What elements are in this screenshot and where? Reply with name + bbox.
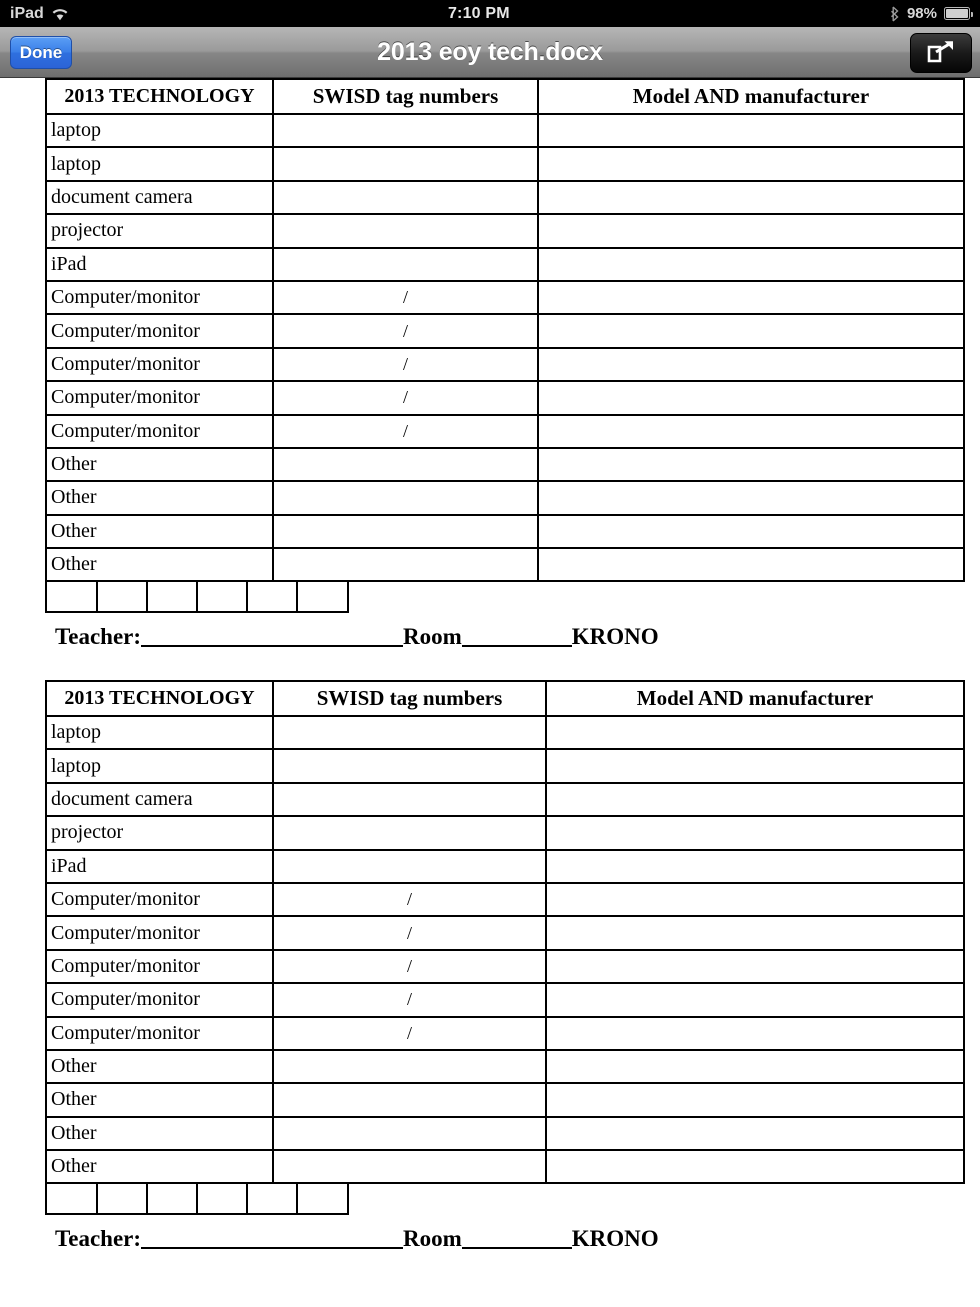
cell-model-manufacturer[interactable]	[546, 1083, 964, 1116]
table-body-2	[46, 716, 964, 1183]
table-row	[46, 1083, 964, 1116]
cell-technology-item: Computer/monitor	[46, 950, 273, 983]
cell-model-manufacturer[interactable]	[538, 481, 964, 514]
teacher-label: Teacher:	[55, 1225, 142, 1251]
cell-tag-number[interactable]	[273, 783, 546, 816]
cell-tag-number[interactable]	[273, 1150, 546, 1183]
table-row	[46, 983, 964, 1016]
cell-technology-item: projector	[46, 816, 273, 849]
cell-technology-item: Computer/monitor	[46, 348, 273, 381]
cell-model-manufacturer[interactable]	[546, 916, 964, 949]
room-blank[interactable]	[462, 1247, 572, 1249]
cell-tag-number[interactable]	[273, 1050, 546, 1083]
done-button[interactable]: Done	[10, 36, 72, 69]
technology-table	[45, 680, 965, 1184]
room-label: Room	[403, 1225, 462, 1251]
cell-model-manufacturer[interactable]	[546, 883, 964, 916]
cell-technology-item: Computer/monitor	[46, 883, 273, 916]
cell-model-manufacturer[interactable]	[546, 1150, 964, 1183]
cell-model-manufacturer[interactable]	[538, 248, 964, 281]
checkbox-cell[interactable]	[147, 1183, 197, 1214]
krono-label: KRONO	[571, 1225, 659, 1251]
cell-tag-number[interactable]	[273, 114, 538, 147]
checkbox-cell[interactable]	[97, 581, 147, 612]
cell-tag-number[interactable]	[273, 214, 538, 247]
cell-tag-number[interactable]	[273, 147, 538, 180]
cell-technology-item: Other	[46, 1117, 273, 1150]
cell-model-manufacturer[interactable]	[538, 281, 964, 314]
cell-tag-number[interactable]	[273, 548, 538, 581]
table-row	[46, 481, 964, 514]
cell-model-manufacturer[interactable]	[546, 783, 964, 816]
cell-tag-number[interactable]: /	[273, 1017, 546, 1050]
cell-tag-number[interactable]	[273, 515, 538, 548]
checkbox-cell[interactable]	[197, 581, 247, 612]
cell-tag-number[interactable]: /	[273, 281, 538, 314]
cell-technology-item: Computer/monitor	[46, 381, 273, 414]
cell-technology-item: Other	[46, 1083, 273, 1116]
cell-tag-number[interactable]	[273, 248, 538, 281]
wifi-icon	[51, 7, 69, 21]
column-header-technology: 2013 TECHNOLOGY	[46, 79, 273, 114]
cell-technology-item: Computer/monitor	[46, 281, 273, 314]
table-row	[46, 1050, 964, 1083]
cell-model-manufacturer[interactable]	[538, 548, 964, 581]
table-row	[46, 214, 964, 247]
cell-technology-item: laptop	[46, 147, 273, 180]
cell-model-manufacturer[interactable]	[538, 448, 964, 481]
cell-tag-number[interactable]	[273, 481, 538, 514]
table-row	[46, 1017, 964, 1050]
table-row	[46, 950, 964, 983]
footer-line-2	[55, 1226, 965, 1252]
cell-tag-number[interactable]	[273, 448, 538, 481]
cell-model-manufacturer[interactable]	[546, 1050, 964, 1083]
table-row	[46, 916, 964, 949]
table-row	[46, 1117, 964, 1150]
column-header-tag-numbers: SWISD tag numbers	[273, 681, 546, 716]
form-block-1	[45, 78, 965, 650]
column-header-model: Model AND manufacturer	[546, 681, 964, 716]
checkbox-cell[interactable]	[297, 1183, 348, 1214]
cell-tag-number[interactable]: /	[273, 381, 538, 414]
checkbox-cell[interactable]	[297, 581, 348, 612]
cell-technology-item: Computer/monitor	[46, 314, 273, 347]
cell-tag-number[interactable]: /	[273, 883, 546, 916]
checkbox-cell[interactable]	[147, 581, 197, 612]
cell-tag-number[interactable]	[273, 1117, 546, 1150]
cell-technology-item: iPad	[46, 248, 273, 281]
cell-technology-item: Other	[46, 1050, 273, 1083]
teacher-label: Teacher:	[55, 623, 142, 649]
cell-model-manufacturer[interactable]	[546, 1017, 964, 1050]
cell-model-manufacturer[interactable]	[546, 950, 964, 983]
table-row	[46, 147, 964, 180]
room-label: Room	[403, 623, 462, 649]
status-bar-clock: 7:10 PM	[447, 4, 510, 22]
status-bar-right	[889, 5, 970, 22]
cell-tag-number[interactable]	[273, 716, 546, 749]
table-row	[46, 281, 964, 314]
cell-technology-item: Other	[46, 548, 273, 581]
cell-tag-number[interactable]: /	[273, 415, 538, 448]
table-row	[46, 850, 964, 883]
cell-model-manufacturer[interactable]	[538, 314, 964, 347]
battery-percent: 98%	[906, 5, 937, 22]
cell-tag-number[interactable]	[273, 850, 546, 883]
table-row	[46, 181, 964, 214]
cell-model-manufacturer[interactable]	[538, 381, 964, 414]
table-row	[46, 783, 964, 816]
status-bar-left	[10, 5, 69, 23]
checkbox-row	[46, 581, 348, 612]
checkbox-cell[interactable]	[46, 1183, 97, 1214]
cell-technology-item: document camera	[46, 181, 273, 214]
table-row	[46, 114, 964, 147]
table-row	[46, 248, 964, 281]
cell-model-manufacturer[interactable]	[546, 716, 964, 749]
cell-tag-number[interactable]	[273, 1083, 546, 1116]
table-row	[46, 716, 964, 749]
teacher-blank[interactable]	[141, 1247, 403, 1249]
cell-technology-item: Computer/monitor	[46, 1017, 273, 1050]
cell-tag-number[interactable]	[273, 816, 546, 849]
checkbox-cell[interactable]	[46, 581, 97, 612]
table-row	[46, 448, 964, 481]
checkbox-row	[46, 1183, 348, 1214]
footer-line-1	[55, 624, 965, 650]
checkbox-strip	[45, 1182, 349, 1215]
table-row	[46, 314, 964, 347]
checkbox-strip	[45, 580, 349, 613]
cell-model-manufacturer[interactable]	[538, 515, 964, 548]
form-block-2	[45, 680, 965, 1252]
cell-model-manufacturer[interactable]	[538, 181, 964, 214]
cell-tag-number[interactable]: /	[273, 950, 546, 983]
checkbox-cell[interactable]	[247, 1183, 297, 1214]
cell-tag-number[interactable]	[273, 181, 538, 214]
cell-model-manufacturer[interactable]	[546, 749, 964, 782]
table-header-row	[46, 79, 964, 114]
checkbox-cell[interactable]	[247, 581, 297, 612]
cell-tag-number[interactable]: /	[273, 916, 546, 949]
table-row	[46, 381, 964, 414]
table-row	[46, 749, 964, 782]
cell-tag-number[interactable]: /	[273, 314, 538, 347]
checkbox-strip-body-1	[46, 581, 348, 612]
cell-technology-item: iPad	[46, 850, 273, 883]
cell-technology-item: Other	[46, 481, 273, 514]
column-header-tag-numbers: SWISD tag numbers	[273, 79, 538, 114]
cell-model-manufacturer[interactable]	[546, 983, 964, 1016]
cell-technology-item: document camera	[46, 783, 273, 816]
table-row	[46, 883, 964, 916]
cell-model-manufacturer[interactable]	[538, 415, 964, 448]
cell-tag-number[interactable]: /	[273, 348, 538, 381]
bluetooth-icon	[889, 6, 900, 22]
cell-model-manufacturer[interactable]	[546, 850, 964, 883]
cell-tag-number[interactable]	[273, 749, 546, 782]
table-row	[46, 415, 964, 448]
cell-model-manufacturer[interactable]	[538, 348, 964, 381]
cell-model-manufacturer[interactable]	[546, 1117, 964, 1150]
cell-tag-number[interactable]: /	[273, 983, 546, 1016]
cell-model-manufacturer[interactable]	[538, 214, 964, 247]
device-label: iPad	[10, 4, 44, 22]
document-title: 2013 eoy tech.docx	[377, 37, 603, 66]
cell-technology-item: laptop	[46, 749, 273, 782]
table-row	[46, 548, 964, 581]
cell-model-manufacturer[interactable]	[546, 816, 964, 849]
battery-icon	[944, 7, 970, 20]
cell-model-manufacturer[interactable]	[538, 114, 964, 147]
cell-technology-item: laptop	[46, 716, 273, 749]
checkbox-cell[interactable]	[97, 1183, 147, 1214]
table-row	[46, 348, 964, 381]
share-button[interactable]	[910, 33, 972, 73]
cell-technology-item: Computer/monitor	[46, 983, 273, 1016]
navigation-bar	[0, 27, 980, 78]
cell-technology-item: Other	[46, 515, 273, 548]
checkbox-strip-body-2	[46, 1183, 348, 1214]
room-blank[interactable]	[462, 645, 572, 647]
cell-technology-item: Other	[46, 1150, 273, 1183]
cell-technology-item: laptop	[46, 114, 273, 147]
checkbox-cell[interactable]	[197, 1183, 247, 1214]
technology-table	[45, 78, 965, 582]
status-bar	[0, 0, 980, 27]
table-header-row	[46, 681, 964, 716]
document-viewer[interactable]	[0, 78, 980, 1307]
cell-technology-item: Computer/monitor	[46, 916, 273, 949]
share-icon	[926, 38, 956, 69]
teacher-blank[interactable]	[141, 645, 403, 647]
cell-technology-item: Computer/monitor	[46, 415, 273, 448]
krono-label: KRONO	[571, 623, 659, 649]
column-header-technology: 2013 TECHNOLOGY	[46, 681, 273, 716]
table-row	[46, 1150, 964, 1183]
table-row	[46, 816, 964, 849]
cell-technology-item: projector	[46, 214, 273, 247]
table-body-1	[46, 114, 964, 581]
table-row	[46, 515, 964, 548]
cell-technology-item: Other	[46, 448, 273, 481]
cell-model-manufacturer[interactable]	[538, 147, 964, 180]
column-header-model: Model AND manufacturer	[538, 79, 964, 114]
